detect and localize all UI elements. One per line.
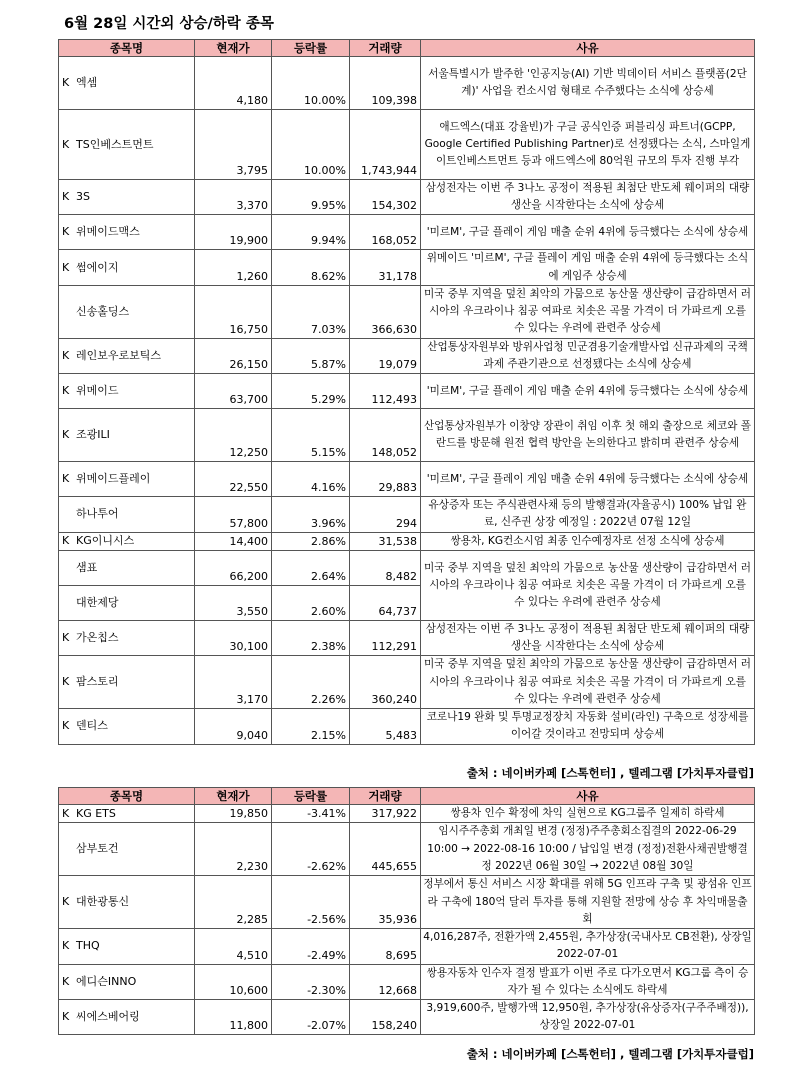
market-mark: K [62, 472, 70, 486]
reason-cell: 위메이드 '미르M', 구글 플레이 게임 매출 순위 4위에 등극했다는 소식에 게임주 상승세 [421, 250, 755, 285]
price-cell: 11,800 [195, 1000, 272, 1035]
volume-cell: 445,655 [350, 823, 421, 876]
reason-cell: 코로나19 완화 및 투명교정장치 자동화 설비(라인) 구축으로 성장세를 이어갈 것이라고 전망되며 상승세 [421, 709, 755, 744]
stock-name: THQ [76, 939, 100, 953]
stock-name-cell [59, 338, 195, 373]
stock-name-cell [59, 620, 195, 655]
stock-name-cell [59, 964, 195, 999]
table-row [59, 709, 755, 744]
stock-name: KG ETS [76, 806, 116, 820]
price-cell: 4,180 [195, 57, 272, 110]
volume-cell: 158,240 [350, 1000, 421, 1035]
falling-stocks-body [59, 805, 755, 1035]
price-cell: 4,510 [195, 929, 272, 964]
price-cell: 3,550 [195, 585, 272, 620]
change-cell: 2.26% [272, 656, 350, 709]
volume-cell: 29,883 [350, 462, 421, 497]
stock-name: 가온칩스 [76, 631, 119, 645]
stock-name: 팜스토리 [76, 675, 119, 689]
stock-name-cell [59, 1000, 195, 1035]
price-cell: 19,850 [195, 805, 272, 823]
change-cell: -3.41% [272, 805, 350, 823]
table-row [59, 823, 755, 876]
change-cell: 7.03% [272, 285, 350, 338]
price-cell: 3,370 [195, 180, 272, 215]
price-cell: 3,170 [195, 656, 272, 709]
change-cell: 9.94% [272, 215, 350, 250]
table-row [59, 876, 755, 929]
table-header-row [59, 788, 755, 805]
volume-cell: 35,936 [350, 876, 421, 929]
volume-cell: 1,743,944 [350, 110, 421, 180]
reason-cell: 4,016,287주, 전환가액 2,455원, 추가상장(국내사모 CB전환), 상장일 2022-07-01 [421, 929, 755, 964]
change-cell: 2.15% [272, 709, 350, 744]
reason-cell: 유상증자 또는 주식관련사채 등의 발행결과(자율공시) 100% 납입 완료, 신주권 상장 예정일 : 2022년 07월 12일 [421, 497, 755, 532]
stock-name-cell [59, 110, 195, 180]
stock-name: 썸에이지 [76, 260, 119, 274]
reason-cell: 임시주주총회 개최일 변경 (정정)주주총회소집결의 2022-06-29 10:00 → 2022-08-16 10:00 / 납입일 변경 (정정)전환사채권발행결정 2022년 06월 30일 → 2022년 08월 30일 [421, 823, 755, 876]
reason-cell: 산업통상자원부와 방위사업청 민군겸용기술개발사업 신규과제의 국책과제 주관기관으로 선정됐다는 소식에 상승세 [421, 338, 755, 373]
reason-cell: '미르M', 구글 플레이 게임 매출 순위 4위에 등극했다는 소식에 상승세 [421, 462, 755, 497]
change-cell: 3.96% [272, 497, 350, 532]
market-mark: K [62, 1010, 70, 1024]
table-row [59, 180, 755, 215]
reason-cell: 쌍용차 인수 확정에 차익 실현으로 KG그룹주 일제히 하락세 [421, 805, 755, 823]
price-cell: 2,285 [195, 876, 272, 929]
stock-name-cell [59, 585, 195, 620]
reason-cell: 미국 중부 지역을 덮친 최악의 가뭄으로 농산물 생산량이 급감하면서 러시아의 우크라이나 침공 여파로 치솟은 곡물 가격이 더 가파르게 오를 수 있다는 우려에 관련주 상승세 [421, 656, 755, 709]
table-row [59, 462, 755, 497]
price-cell: 66,200 [195, 550, 272, 585]
header-volume: 거래량 [350, 40, 421, 57]
table-row [59, 285, 755, 338]
header-name: 종목명 [59, 40, 195, 57]
stock-name-cell [59, 709, 195, 744]
reason-cell: 삼성전자는 이번 주 3나노 공정이 적용된 최첨단 반도체 웨이퍼의 대량 생산을 시작한다는 소식에 상승세 [421, 180, 755, 215]
table-row [59, 532, 755, 550]
market-mark: K [62, 534, 70, 548]
change-cell: 2.64% [272, 550, 350, 585]
volume-cell: 112,291 [350, 620, 421, 655]
market-mark: K [62, 384, 70, 398]
reason-cell: 삼성전자는 이번 주 3나노 공정이 적용된 최첨단 반도체 웨이퍼의 대량 생산을 시작한다는 소식에 상승세 [421, 620, 755, 655]
volume-cell: 8,482 [350, 550, 421, 585]
stock-name: KG이니시스 [76, 534, 135, 548]
market-mark: K [62, 428, 70, 442]
table-row [59, 215, 755, 250]
stock-name-cell [59, 57, 195, 110]
stock-name: 레인보우로보틱스 [76, 349, 162, 363]
table-row [59, 57, 755, 110]
stock-name: 조광ILI [76, 428, 110, 442]
reason-cell: 서울특별시가 발주한 '인공지능(AI) 기반 빅데이터 서비스 플랫폼(2단계)' 사업을 컨소시엄 형태로 수주했다는 소식에 상승세 [421, 57, 755, 110]
table-header-row [59, 40, 755, 57]
price-cell: 2,230 [195, 823, 272, 876]
header-change: 등락률 [272, 40, 350, 57]
stock-name: 덴티스 [76, 719, 108, 733]
page-title: 6월 28일 시간외 상승/하락 종목 [64, 16, 274, 32]
volume-cell: 366,630 [350, 285, 421, 338]
stock-name-cell [59, 497, 195, 532]
table-row [59, 374, 755, 409]
volume-cell: 112,493 [350, 374, 421, 409]
stock-name: 씨에스베어링 [76, 1010, 140, 1024]
source-note: 출처 : 네이버카페 [스톡헌터] , 텔레그램 [가치투자클럽] [466, 766, 754, 780]
stock-name: 삼부토건 [76, 842, 119, 856]
change-cell: 2.38% [272, 620, 350, 655]
stock-name-cell [59, 823, 195, 876]
stock-name-cell [59, 550, 195, 585]
change-cell: 5.87% [272, 338, 350, 373]
stock-name-cell [59, 805, 195, 823]
price-cell: 22,550 [195, 462, 272, 497]
stock-name: 위메이드 [76, 384, 119, 398]
market-mark: K [62, 974, 70, 988]
market-mark: K [62, 895, 70, 909]
price-cell: 14,400 [195, 532, 272, 550]
source-note: 출처 : 네이버카페 [스톡헌터] , 텔레그램 [가치투자클럽] [466, 1047, 754, 1061]
stock-name: TS인베스트먼트 [76, 137, 154, 151]
stock-name-cell [59, 374, 195, 409]
volume-cell: 148,052 [350, 409, 421, 462]
stock-name: 대한광통신 [76, 895, 130, 909]
falling-stocks-table [58, 787, 755, 1035]
stock-name-cell [59, 409, 195, 462]
table-row [59, 110, 755, 180]
header-volume: 거래량 [350, 788, 421, 805]
reason-cell: 정부에서 통신 서비스 시장 확대를 위해 5G 인프라 구축 및 광섬유 인프라 구축에 180억 달러 투자를 통해 지원할 전망에 상승 후 차익매물출회 [421, 876, 755, 929]
stock-name: 위메이드맥스 [76, 225, 140, 239]
header-name: 종목명 [59, 788, 195, 805]
table-row [59, 409, 755, 462]
volume-cell: 31,178 [350, 250, 421, 285]
reason-cell: 산업통상자원부가 이창양 장관이 취임 이후 첫 해외 출장으로 체코와 폴란드를 방문해 원전 협력 방안을 논의한다고 밝히며 관련주 상승세 [421, 409, 755, 462]
table-row [59, 805, 755, 823]
table-row [59, 250, 755, 285]
stock-name: 하나투어 [76, 507, 119, 521]
volume-cell: 168,052 [350, 215, 421, 250]
market-mark: K [62, 939, 70, 953]
price-cell: 26,150 [195, 338, 272, 373]
header-reason: 사유 [421, 40, 755, 57]
change-cell: -2.56% [272, 876, 350, 929]
reason-cell: 쌍용차, KG컨소시엄 최종 인수예정자로 선정 소식에 상승세 [421, 532, 755, 550]
change-cell: -2.62% [272, 823, 350, 876]
table-row [59, 550, 755, 585]
volume-cell: 5,483 [350, 709, 421, 744]
price-cell: 10,600 [195, 964, 272, 999]
volume-cell: 31,538 [350, 532, 421, 550]
market-mark: K [62, 675, 70, 689]
reason-cell: 애드엑스(대표 강율빈)가 구글 공식인증 퍼블리싱 파트너(GCPP, Google Certified Publishing Partner)로 선정됐다는 소식, 스마일게이트인베스트먼트 등과 애드엑스에 80억원 규모의 투자 진행 부각 [421, 110, 755, 180]
change-cell: 10.00% [272, 57, 350, 110]
table-row [59, 497, 755, 532]
volume-cell: 317,922 [350, 805, 421, 823]
market-mark: K [62, 260, 70, 274]
change-cell: -2.49% [272, 929, 350, 964]
stock-name-cell [59, 250, 195, 285]
header-price: 현재가 [195, 788, 272, 805]
price-cell: 57,800 [195, 497, 272, 532]
stock-name-cell [59, 532, 195, 550]
price-cell: 19,900 [195, 215, 272, 250]
table-row [59, 620, 755, 655]
change-cell: -2.30% [272, 964, 350, 999]
change-cell: 10.00% [272, 110, 350, 180]
reason-cell: 미국 중부 지역을 덮친 최악의 가뭄으로 농산물 생산량이 급감하면서 러시아의 우크라이나 침공 여파로 치솟은 곡물 가격이 더 가파르게 오를 수 있다는 우려에 관련주 상승세 [421, 285, 755, 338]
volume-cell: 8,695 [350, 929, 421, 964]
market-mark: K [62, 719, 70, 733]
change-cell: 2.86% [272, 532, 350, 550]
table-row [59, 338, 755, 373]
table-row [59, 1000, 755, 1035]
volume-cell: 19,079 [350, 338, 421, 373]
stock-name: 3S [76, 190, 90, 204]
change-cell: 8.62% [272, 250, 350, 285]
change-cell: 5.15% [272, 409, 350, 462]
change-cell: -2.07% [272, 1000, 350, 1035]
stock-name: 신송홀딩스 [76, 304, 130, 318]
stock-name: 샘표 [76, 560, 98, 574]
change-cell: 4.16% [272, 462, 350, 497]
change-cell: 2.60% [272, 585, 350, 620]
price-cell: 16,750 [195, 285, 272, 338]
market-mark: K [62, 806, 70, 820]
market-mark: K [62, 631, 70, 645]
stock-name-cell [59, 876, 195, 929]
reason-cell: '미르M', 구글 플레이 게임 매출 순위 4위에 등극했다는 소식에 상승세 [421, 215, 755, 250]
change-cell: 5.29% [272, 374, 350, 409]
volume-cell: 360,240 [350, 656, 421, 709]
change-cell: 9.95% [272, 180, 350, 215]
stock-name-cell [59, 215, 195, 250]
price-cell: 1,260 [195, 250, 272, 285]
market-mark: K [62, 190, 70, 204]
rising-stocks-body [59, 57, 755, 745]
stock-name: 위메이드플레이 [76, 472, 151, 486]
header-reason: 사유 [421, 788, 755, 805]
table-row [59, 964, 755, 999]
price-cell: 9,040 [195, 709, 272, 744]
price-cell: 12,250 [195, 409, 272, 462]
table-row [59, 656, 755, 709]
stock-name: 엑셈 [76, 76, 98, 89]
reason-cell: 3,919,600주, 발행가액 12,950원, 추가상장(유상증자(구주주배정)), 상장일 2022-07-01 [421, 1000, 755, 1035]
market-mark: K [62, 137, 70, 151]
market-mark: K [62, 225, 70, 239]
stock-name-cell [59, 929, 195, 964]
market-mark: K [62, 349, 70, 363]
stock-name-cell [59, 462, 195, 497]
volume-cell: 294 [350, 497, 421, 532]
reason-cell: 미국 중부 지역을 덮친 최악의 가뭄으로 농산물 생산량이 급감하면서 러시아의 우크라이나 침공 여파로 치솟은 곡물 가격이 더 가파르게 오를 수 있다는 우려에 관련주 상승세 [421, 550, 755, 620]
header-price: 현재가 [195, 40, 272, 57]
volume-cell: 154,302 [350, 180, 421, 215]
market-mark: K [62, 76, 70, 89]
stock-name-cell [59, 285, 195, 338]
stock-name: 대한제당 [76, 595, 119, 609]
reason-cell: 쌍용자동차 인수자 결정 발표가 이번 주로 다가오면서 KG그룹 측이 승자가 될 수 있다는 소식에도 하락세 [421, 964, 755, 999]
volume-cell: 64,737 [350, 585, 421, 620]
reason-cell: '미르M', 구글 플레이 게임 매출 순위 4위에 등극했다는 소식에 상승세 [421, 374, 755, 409]
header-change: 등락률 [272, 788, 350, 805]
rising-stocks-table [58, 39, 755, 745]
stock-name-cell [59, 656, 195, 709]
volume-cell: 12,668 [350, 964, 421, 999]
price-cell: 63,700 [195, 374, 272, 409]
price-cell: 3,795 [195, 110, 272, 180]
table-row [59, 929, 755, 964]
volume-cell: 109,398 [350, 57, 421, 110]
price-cell: 30,100 [195, 620, 272, 655]
stock-name-cell [59, 180, 195, 215]
stock-name: 에디슨INNO [76, 974, 137, 988]
